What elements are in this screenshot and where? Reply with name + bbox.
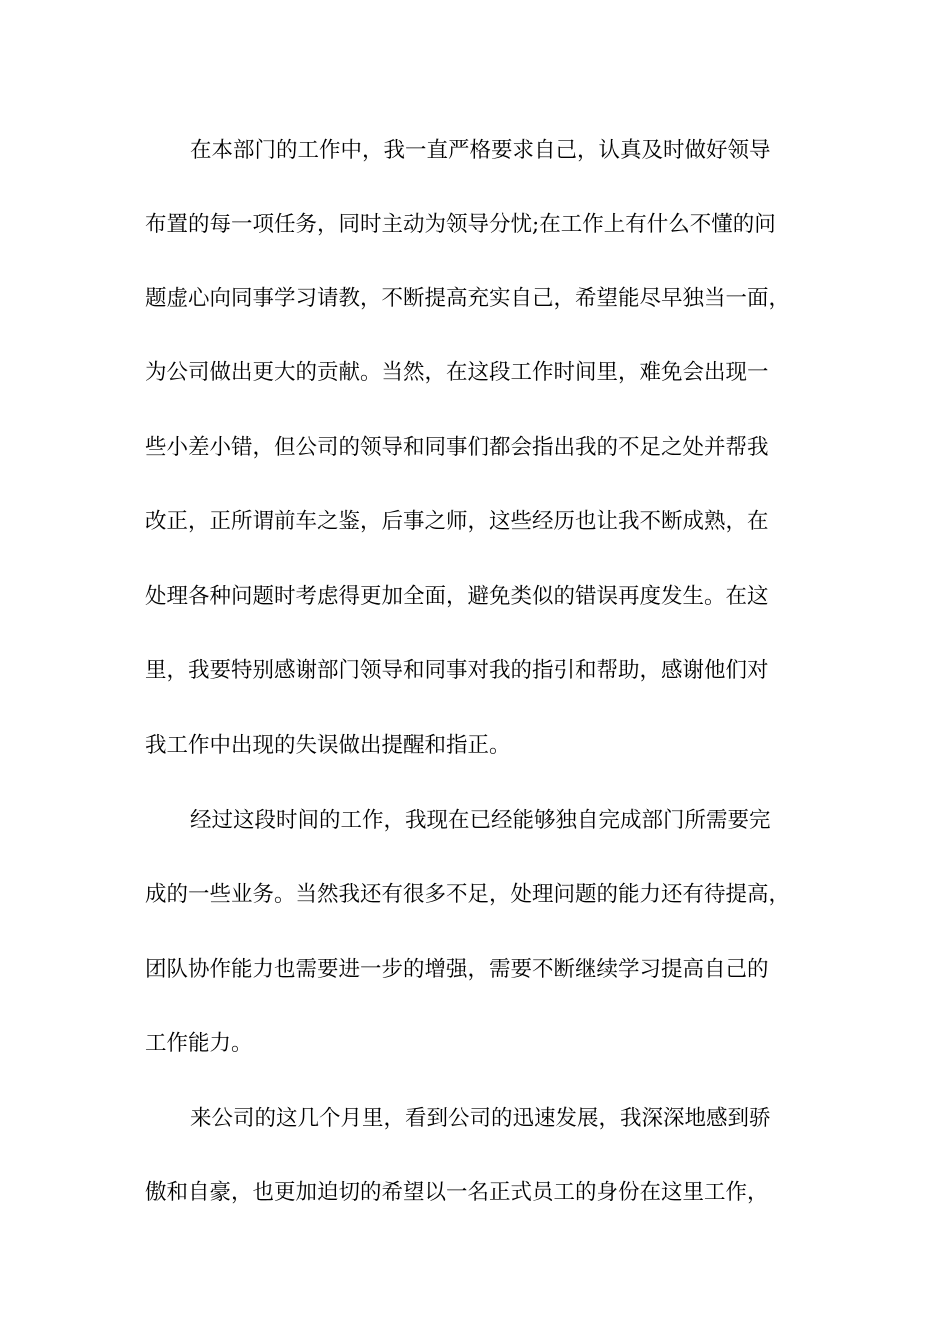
paragraph-1-line-8: 里，我要特别感谢部门领导和同事对我的指引和帮助，感谢他们对	[145, 658, 769, 683]
paragraph-1-line-7: 处理各种问题时考虑得更加全面，避免类似的错误再度发生。在这	[145, 584, 769, 609]
paragraph-1-line-3: 题虚心向同事学习请教，不断提高充实自己，希望能尽早独当一面，	[145, 286, 791, 311]
paragraph-1-line-5: 些小差小错，但公司的领导和同事们都会指出我的不足之处并帮我	[145, 435, 769, 460]
paragraph-1-line-4: 为公司做出更大的贡献。当然，在这段工作时间里，难免会出现一	[145, 360, 769, 385]
paragraph-2-line-2: 成的一些业务。当然我还有很多不足，处理问题的能力还有待提高，	[145, 882, 791, 907]
paragraph-1-line-6: 改正，正所谓前车之鉴，后事之师，这些经历也让我不断成熟，在	[145, 509, 769, 534]
paragraph-1-line-1: 在本部门的工作中，我一直严格要求自己，认真及时做好领导	[190, 138, 771, 163]
paragraph-1-line-9: 我工作中出现的失误做出提醒和指正。	[145, 733, 511, 758]
paragraph-1-line-2: 布置的每一项任务，同时主动为领导分忧;在工作上有什么不懂的问	[145, 212, 776, 237]
paragraph-3-line-1: 来公司的这几个月里，看到公司的迅速发展，我深深地感到骄	[190, 1106, 771, 1131]
paragraph-2-line-4: 工作能力。	[145, 1031, 253, 1056]
paragraph-2-line-1: 经过这段时间的工作，我现在已经能够独自完成部门所需要完	[190, 808, 771, 833]
paragraph-2-line-3: 团队协作能力也需要进一步的增强，需要不断继续学习提高自己的	[145, 957, 769, 982]
paragraph-3-line-2: 傲和自豪，也更加迫切的希望以一名正式员工的身份在这里工作，	[145, 1180, 769, 1205]
